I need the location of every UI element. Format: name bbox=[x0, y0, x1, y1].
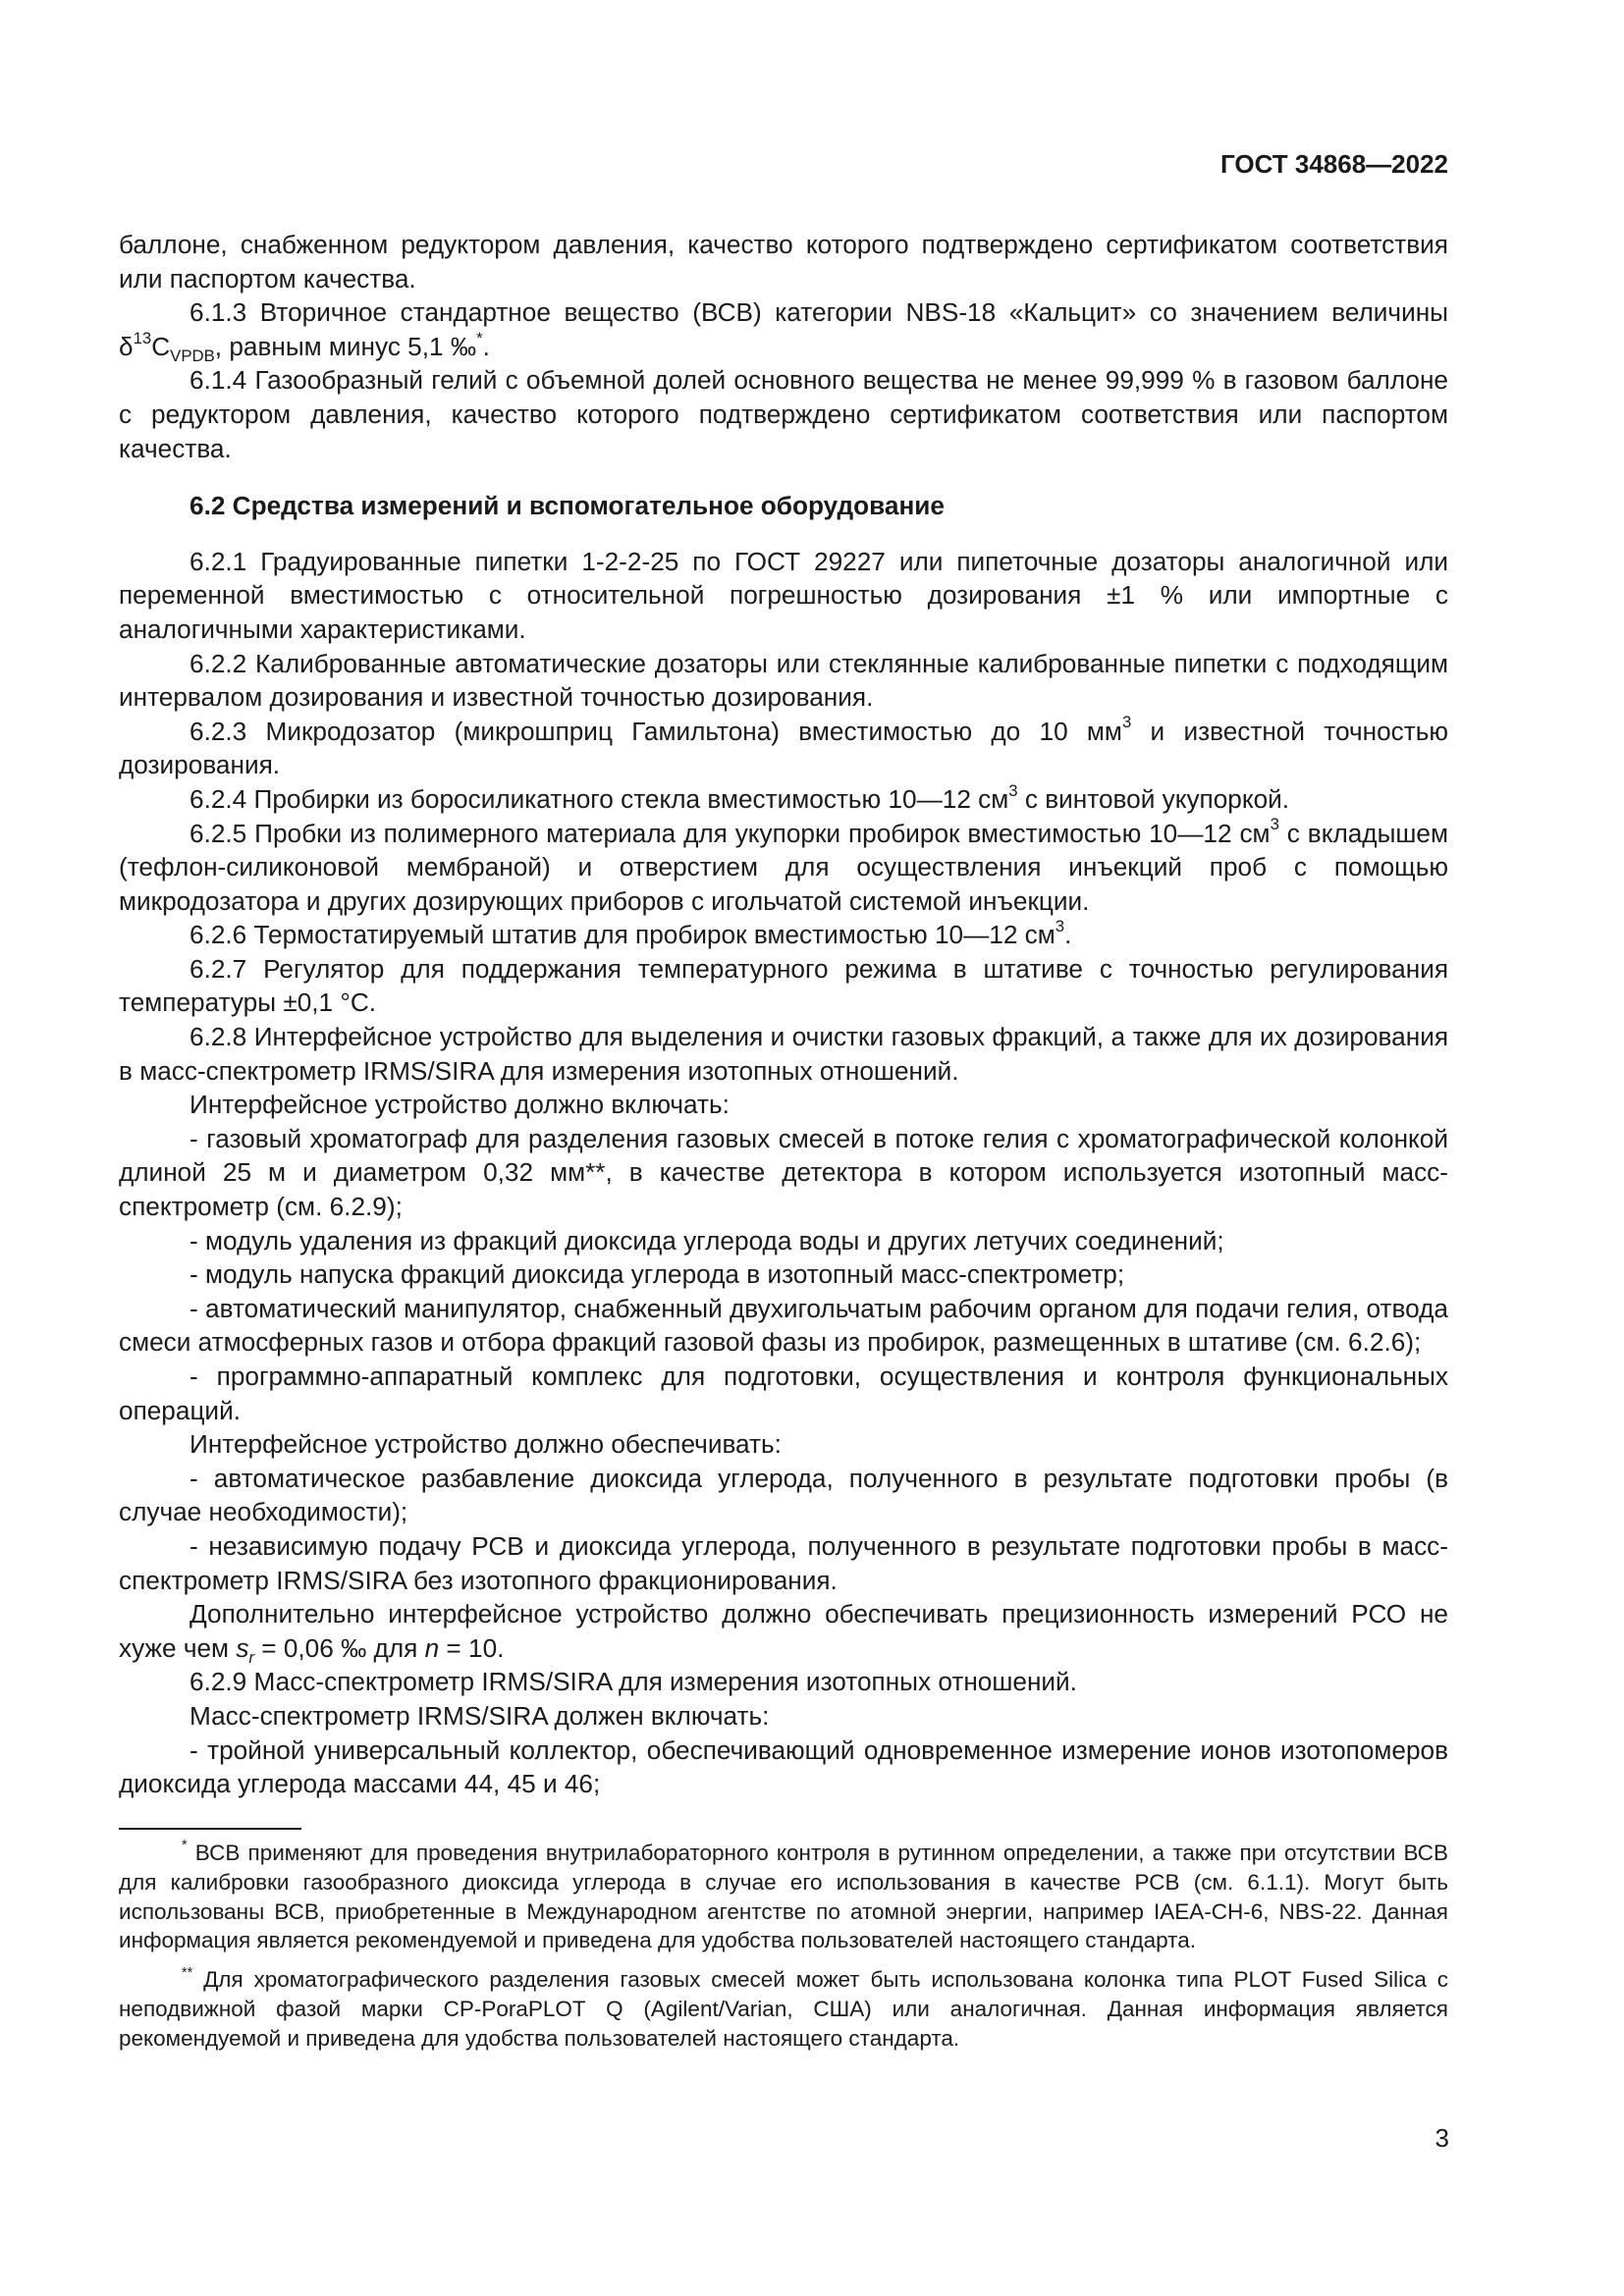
footnote-1: * ВСВ применяют для проведения внутрилабораторного контроля в рутинном определении, а также при отсутствии ВСВ для калибровки газообразного диоксида углерода в случае его использования в качестве РСВ (см. 6.1.1). Могут быть использованы ВСВ, приобретенные в Международном агентстве по атомной энергии, например IAEA-CH-6, NBS-22. Данная информация является рекомендуемой и приведена для удобства пользователей настоящего стандарта. bbox=[119, 1838, 1448, 1953]
list-item: - модуль удаления из фракций диоксида углерода воды и других летучих соединений; bbox=[189, 1225, 1224, 1255]
list-item: - автоматическое разбавление диоксида углерода, полученного в результате подготовки пробы (в случае необходимости); bbox=[119, 1463, 1448, 1527]
list-item: - программно-аппаратный комплекс для подготовки, осуществления и контроля функциональных операций. bbox=[119, 1362, 1448, 1425]
paragraph-6-2-1: 6.2.1 Градуированные пипетки 1-2-2-25 по ГОСТ 29227 или пипеточные дозаторы аналогичной или переменной вместимостью с относительной погрешностью дозирования ±1 % или импортные с аналогичными характеристиками. bbox=[119, 546, 1448, 644]
list-intro-includes: Интерфейсное устройство должно включать: bbox=[189, 1090, 730, 1120]
paragraph-6-2-4: 6.2.4 Пробирки из боросиликатного стекла вместимостью 10—12 $см^3$ с винтовой укупоркой. bbox=[189, 780, 1290, 814]
paragraph-6-2-2: 6.2.2 Калиброванные автоматические дозаторы или стеклянные калиброванные пипетки с подходящим интервалом дозирования и известной точностью дозирования. bbox=[119, 648, 1448, 713]
footnotes bbox=[119, 1839, 1448, 2063]
list-intro-provides: Интерфейсное устройство должно обеспечивать: bbox=[189, 1429, 782, 1460]
list-item: - газовый хроматограф для разделения газовых смесей в потоке гелия с хроматографической колонкой длиной 25 м и диаметром 0,32 мм**, в качестве детектора в котором используется изотопный масс-спектрометр (см. 6.2.9); bbox=[119, 1123, 1448, 1222]
document-header: ГОСТ 34868—2022 bbox=[1220, 149, 1448, 179]
list-item: - автоматический манипулятор, снабженный двухигольчатым рабочим органом для подачи гелия, отвода смеси атмосферных газов и отбора фракций газовой фазы из пробирок, размещенных в штативе (см. 6.2.6); bbox=[119, 1293, 1448, 1358]
list-intro-mass-spec: Масс-спектрометр IRMS/SIRA должен включать: bbox=[189, 1700, 770, 1731]
list-item: - модуль напуска фракций диоксида углерода в изотопный масс-спектрометр; bbox=[189, 1259, 1125, 1290]
section-heading-6-2: 6.2 Средства измерений и вспомогательное оборудование bbox=[189, 491, 945, 521]
footnote-divider bbox=[119, 1828, 301, 1830]
paragraph-6-1-4: 6.1.4 Газообразный гелий с объемной долей основного вещества не менее 99,999 % в газовом баллоне с редуктором давления, качество которого подтверждено сертификатом соответствия или паспортом качества. bbox=[119, 365, 1448, 463]
paragraph-6-1-3: 6.1.3 Вторичное стандартное вещество (ВСВ) категории NBS-18 «Кальцит» со значением величины $\delta^{13}C_{VPDB}$, равным минус 5,1 ‰*. bbox=[119, 297, 1448, 366]
paragraph-6-2-8: 6.2.8 Интерфейсное устройство для выделения и очистки газовых фракций, а также для их дозирования в масс-спектрометр IRMS/SIRA для измерения изотопных отношений. bbox=[119, 1022, 1448, 1086]
paragraph-6-2-7: 6.2.7 Регулятор для поддержания температурного режима в штативе с точностью регулирования температуры ±0,1 °С. bbox=[119, 953, 1448, 1018]
paragraph-6-2-3: 6.2.3 Микродозатор (микрошприц Гамильтона) вместимостью до 10 $мм^3$ и известной точностью дозирования. bbox=[119, 713, 1449, 780]
paragraph-6-2-9: 6.2.9 Масс-спектрометр IRMS/SIRA для измерения изотопных отношений. bbox=[189, 1667, 1077, 1697]
page-number: 3 bbox=[1435, 2123, 1449, 2153]
paragraph-precision: Дополнительно интерфейсное устройство должно обеспечивать прецизионность измерений РСО не хуже чем $s_r = 0,06$ ‰ для n = 10. bbox=[119, 1599, 1448, 1667]
paragraph-continuation: баллоне, снабженном редуктором давления, качество которого подтверждено сертификатом соответствия или паспортом качества. bbox=[119, 230, 1448, 294]
footnote-ref-1: * bbox=[476, 328, 483, 347]
list-item: - тройной универсальный коллектор, обеспечивающий одновременное измерение ионов изотопомеров диоксида углерода массами 44, 45 и 46; bbox=[119, 1735, 1448, 1799]
paragraph-6-2-6: 6.2.6 Термостатируемый штатив для пробирок вместимостью 10—12 $см^3$. bbox=[189, 917, 1072, 950]
paragraph-6-2-5: 6.2.5 Пробки из полимерного материала для укупорки пробирок вместимостью 10—12 $см^3$ с вкладышем (тефлон-силиконовой мембраной) и отверстием для осуществления инъекций проб с помощью микродозатора и других дозирующих приборов с игольчатой системой инъекции. bbox=[119, 815, 1448, 916]
list-item: - независимую подачу РСВ и диоксида углерода, полученного в результате подготовки пробы в масс-спектрометр IRMS/SIRA без изотопного фракционирования. bbox=[119, 1530, 1448, 1595]
footnote-2: ** Для хроматографического разделения газовых смесей может быть использована колонка типа PLOT Fused Silica с неподвижной фазой марки CP-PoraPLOT Q (Agilent/Varian, США) или аналогичная. Данная информация является рекомендуемой и приведена для удобства пользователей настоящего стандарта. bbox=[119, 1964, 1448, 2051]
main-text bbox=[119, 228, 1448, 1801]
